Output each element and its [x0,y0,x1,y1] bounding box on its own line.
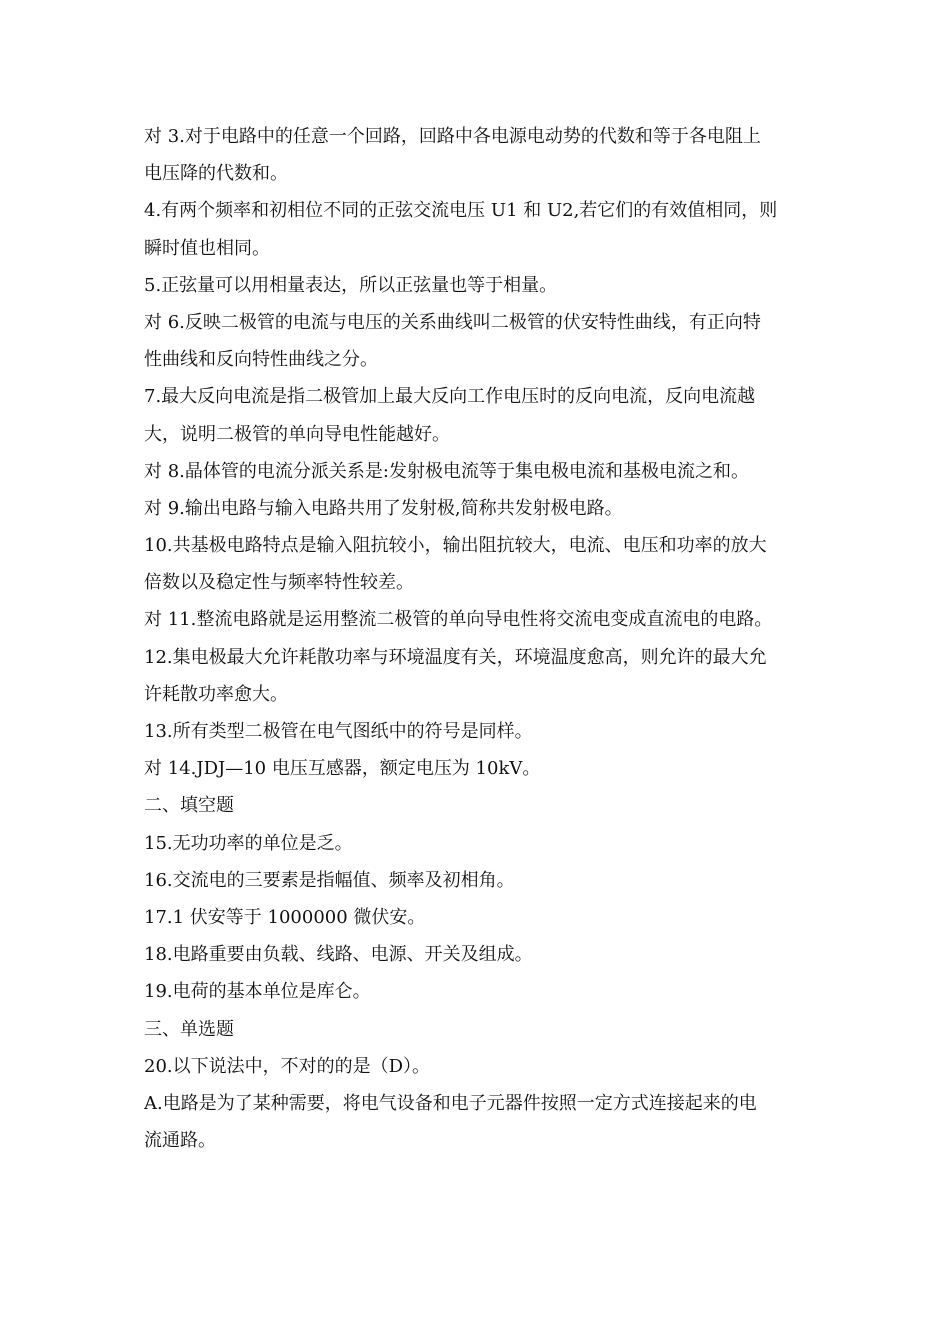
line-q11: 对 11.整流电路就是运用整流二极管的单向导电性将交流电变成直流电的电路。 [144,609,773,631]
line-q3-cont: 电压降的代数和。 [144,163,288,185]
line-q10: 10.共基极电路特点是输入阻抗较小，输出阻抗较大，电流、电压和功率的放大 [144,535,767,557]
line-q19: 19.电荷的基本单位是库仑。 [144,981,371,1003]
line-q16: 16.交流电的三要素是指幅值、频率及初相角。 [144,869,515,891]
line-q5: 5.正弦量可以用相量表达，所以正弦量也等于相量。 [144,274,558,296]
line-q18: 18.电路重要由负载、线路、电源、开关及组成。 [144,944,533,966]
line-q12-cont: 许耗散功率愈大。 [144,683,288,705]
line-q15: 15.无功功率的单位是乏。 [144,832,353,854]
line-q4: 4.有两个频率和初相位不同的正弦交流电压 U1 和 U2,若它们的有效值相同，则 [144,200,778,222]
document-page [144,118,814,1159]
line-q13: 13.所有类型二极管在电气图纸中的符号是同样。 [144,721,533,742]
line-q7-cont: 大，说明二极管的单向导电性能越好。 [144,423,450,445]
section-heading-fill-in: 二、填空题 [144,795,234,817]
line-q14: 对 14.JDJ—10 电压互感器，额定电压为 10kV。 [144,758,541,780]
line-q6-cont: 性曲线和反向特性曲线之分。 [144,349,378,371]
line-q20-option-a: A.电路是为了某种需要，将电气设备和电子元器件按照一定方式连接起来的电 [144,1092,757,1114]
line-q8: 对 8.晶体管的电流分派关系是:发射极电流等于集电极电流和基极电流之和。 [144,460,749,482]
line-q7: 7.最大反向电流是指二极管加上最大反向工作电压时的反向电流，反向电流越 [144,386,756,408]
section-heading-single-choice: 三、单选题 [144,1018,234,1040]
line-q9: 对 9.输出电路与输入电路共用了发射极,简称共发射极电路。 [144,497,623,519]
line-q10-cont: 倍数以及稳定性与频率特性较差。 [144,572,414,594]
line-q12: 12.集电极最大允许耗散功率与环境温度有关，环境温度愈高，则允许的最大允 [144,646,767,668]
line-q20-option-a-cont: 流通路。 [144,1130,216,1152]
line-q6: 对 6.反映二极管的电流与电压的关系曲线叫二极管的伏安特性曲线，有正向特 [144,311,761,333]
line-q17: 17.1 伏安等于 1000000 微伏安。 [144,906,426,928]
line-q4-cont: 瞬时值也相同。 [144,237,270,259]
line-q3: 对 3.对于电路中的任意一个回路，回路中各电源电动势的代数和等于各电阻上 [144,126,761,147]
line-q20: 20.以下说法中，不对的的是（D）。 [144,1055,431,1077]
